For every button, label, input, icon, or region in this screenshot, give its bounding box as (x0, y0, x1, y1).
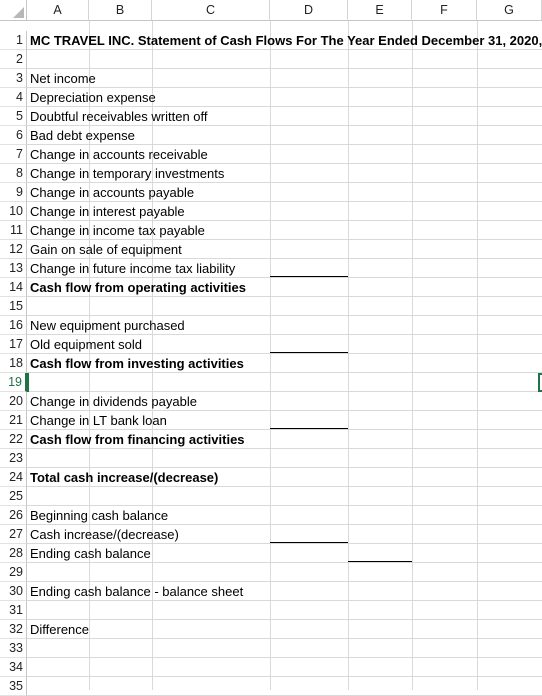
row-header-10[interactable]: 10 (0, 202, 27, 221)
row-header-19[interactable]: 19 (0, 373, 27, 392)
row-header-34[interactable]: 34 (0, 658, 27, 677)
row-header-23[interactable]: 23 (0, 449, 27, 468)
row-header-24[interactable]: 24 (0, 468, 27, 487)
cell-bottom-border (270, 352, 348, 353)
cell-a17[interactable]: Old equipment sold (30, 337, 143, 352)
active-row-indicator (27, 373, 29, 392)
row-header-2[interactable]: 2 (0, 50, 27, 69)
gridline-horizontal (27, 676, 542, 677)
cell-bottom-border (270, 542, 348, 543)
cell-a20[interactable]: Change in dividends payable (30, 394, 197, 409)
gridline-vertical (412, 21, 413, 690)
cell-a8[interactable]: Change in temporary investments (30, 166, 225, 181)
row-header-25[interactable]: 25 (0, 487, 27, 506)
cell-a1[interactable]: MC TRAVEL INC. Statement of Cash Flows For The Year Ended December 31, 2020, (30, 33, 542, 48)
gridline-horizontal (27, 638, 542, 639)
cell-a11[interactable]: Change in income tax payable (30, 223, 205, 238)
cell-a14[interactable]: Cash flow from operating activities (30, 280, 246, 295)
row-header-1[interactable]: 1 (0, 31, 27, 50)
cell-a16[interactable]: New equipment purchased (30, 318, 185, 333)
gridline-vertical (348, 21, 349, 690)
gridline-vertical (270, 21, 271, 690)
cell-a24[interactable]: Total cash increase/(decrease) (30, 470, 219, 485)
row-header-27[interactable]: 27 (0, 525, 27, 544)
cell-a6[interactable]: Bad debt expense (30, 128, 135, 143)
cell-a12[interactable]: Gain on sale of equipment (30, 242, 182, 257)
row-header-17[interactable]: 17 (0, 335, 27, 354)
row-header-11[interactable]: 11 (0, 221, 27, 240)
row-header-13[interactable]: 13 (0, 259, 27, 278)
column-header-f[interactable]: F (412, 0, 477, 21)
gridline-horizontal (27, 619, 542, 620)
column-header-e[interactable]: E (348, 0, 412, 21)
row-header-8[interactable]: 8 (0, 164, 27, 183)
row-header-29[interactable]: 29 (0, 563, 27, 582)
row-header-14[interactable]: 14 (0, 278, 27, 297)
cell-a9[interactable]: Change in accounts payable (30, 185, 195, 200)
cell-a26[interactable]: Beginning cash balance (30, 508, 169, 523)
row-header-30[interactable]: 30 (0, 582, 27, 601)
row-header-33[interactable]: 33 (0, 639, 27, 658)
cell-a22[interactable]: Cash flow from financing activities (30, 432, 245, 447)
row-header-18[interactable]: 18 (0, 354, 27, 373)
selected-cell-border[interactable] (538, 373, 542, 392)
cell-a30[interactable]: Ending cash balance - balance sheet (30, 584, 244, 599)
cell-bottom-border (270, 276, 348, 277)
row-header-31[interactable]: 31 (0, 601, 27, 620)
row-header-15[interactable]: 15 (0, 297, 27, 316)
row-header-16[interactable]: 16 (0, 316, 27, 335)
row-header-4[interactable]: 4 (0, 88, 27, 107)
cell-a10[interactable]: Change in interest payable (30, 204, 185, 219)
cell-bottom-border (270, 428, 348, 429)
row-header-12[interactable]: 12 (0, 240, 27, 259)
row-header-6[interactable]: 6 (0, 126, 27, 145)
row-header-32[interactable]: 32 (0, 620, 27, 639)
row-header-5[interactable]: 5 (0, 107, 27, 126)
cell-a32[interactable]: Difference (30, 622, 90, 637)
cell-a27[interactable]: Cash increase/(decrease) (30, 527, 179, 542)
cell-a3[interactable]: Net income (30, 71, 96, 86)
row-header-22[interactable]: 22 (0, 430, 27, 449)
row-header-9[interactable]: 9 (0, 183, 27, 202)
cell-a4[interactable]: Depreciation expense (30, 90, 156, 105)
row-header-21[interactable]: 21 (0, 411, 27, 430)
select-all-corner[interactable] (0, 0, 27, 21)
cell-bottom-border (348, 561, 412, 562)
column-header-g[interactable]: G (477, 0, 542, 21)
column-header-a[interactable]: A (27, 0, 89, 21)
cell-a7[interactable]: Change in accounts receivable (30, 147, 208, 162)
row-header-3[interactable]: 3 (0, 69, 27, 88)
column-header-c[interactable]: C (152, 0, 270, 21)
gridline-vertical (477, 21, 478, 690)
column-header-d[interactable]: D (270, 0, 348, 21)
row-header-28[interactable]: 28 (0, 544, 27, 563)
row-header-35[interactable]: 35 (0, 677, 27, 696)
gridline-horizontal (27, 657, 542, 658)
select-all-triangle-icon (13, 7, 24, 18)
row-header-7[interactable]: 7 (0, 145, 27, 164)
cell-a18[interactable]: Cash flow from investing activities (30, 356, 244, 371)
cell-a5[interactable]: Doubtful receivables written off (30, 109, 208, 124)
cell-a13[interactable]: Change in future income tax liability (30, 261, 236, 276)
column-header-b[interactable]: B (89, 0, 152, 21)
row-header-26[interactable]: 26 (0, 506, 27, 525)
row-header-20[interactable]: 20 (0, 392, 27, 411)
cell-a21[interactable]: Change in LT bank loan (30, 413, 167, 428)
gridline-horizontal (27, 68, 542, 69)
cell-a28[interactable]: Ending cash balance (30, 546, 151, 561)
